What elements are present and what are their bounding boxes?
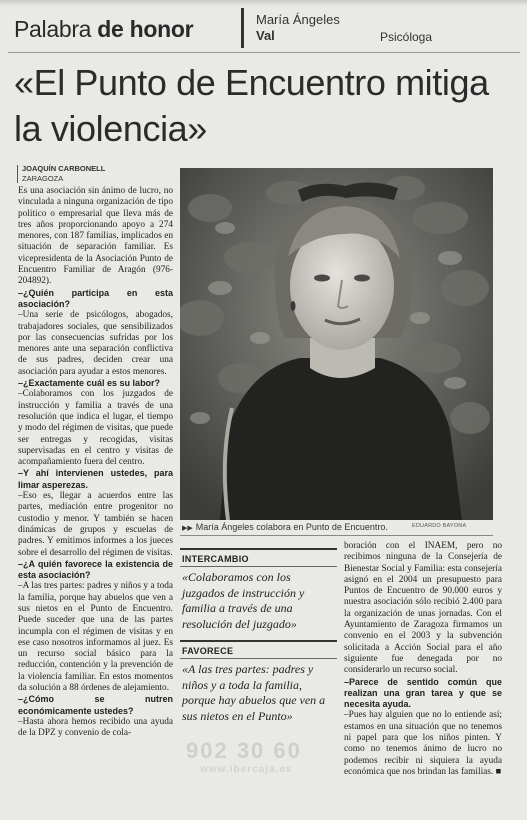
show-through-number: 902 30 60	[186, 738, 302, 763]
pullquote-text: «Colaboramos con los juzgados de instrucción y familia a través de una resolución del juzgado»	[182, 570, 305, 631]
portrait-photo	[180, 168, 493, 520]
byline-place: ZARAGOZA	[22, 174, 64, 183]
section-divider	[241, 8, 244, 48]
section-title	[14, 16, 193, 43]
interviewee-last-name: Val	[256, 28, 275, 43]
pullquote-label: INTERCAMBIO	[182, 554, 249, 564]
answer: –Colaboramos con los juzgados de instrucción y familia a través de una resolución que indica el lugar, el tiempo y modo del régimen de visitas, que puede ser entregas y recogidas, visitas supervisadas en el centro y visitas de acompañamiento fuera del centro.	[18, 389, 173, 468]
question: –Y ahí intervienen ustedes, para limar asperezas.	[18, 468, 173, 490]
caption-text: María Ángeles colabora en Punto de Encuentro.	[195, 522, 388, 532]
box-rule-mid	[180, 566, 337, 567]
portrait-illustration	[180, 168, 493, 520]
end-of-article-icon: ■	[495, 766, 502, 777]
interviewee-role: Psicóloga	[380, 30, 433, 44]
answer-text: –Pues hay alguien que no lo entiende así; estamos en una situación que no tenemos ni papel para que los niños pinten. Y como no tenemos ánimo de lucro no podemos recibir ni siquiera la ayuda económica que nos brindan las familias.	[344, 710, 502, 777]
photo-credit: EDUARDO BAYONA	[412, 523, 467, 529]
question: –¿Exactamente cuál es su labor?	[18, 378, 161, 389]
header-rule	[8, 52, 520, 53]
answer: boración con el INAEM, pero no recibimos ninguna de la Consejería de Bienestar Social y Familia: esta consejería asignó en el 2004 un presupuesto para Puntos de Encuentro de 90.000 euros y nuestra asociación sólo recibió 2.400 para la organización de unas jornadas. Con el Ayuntamiento de Zaragoza firmamos un convenio en el 2003 y la subvención solicitada a Acción Social para el año siguiente fue denegada por no considerarlo un recurso social.	[344, 541, 502, 676]
question: –¿Quién participa en esta asociación?	[18, 287, 173, 309]
article-left-column	[18, 186, 173, 740]
answer: –A las tres partes: padres y niños y a toda la familia, porque hay abuelos que ven a sus nietos en el Punto de Encuentro. Puede suceder que una de las partes incumpla con el régimen de visitas y en ese caso nosotros informamos al juez. Es un recurso social básico para la reducción, contención y la prevención de la violencia familiar. En estos momentos da solución a 88 órdenes de alejamiento.	[18, 581, 173, 694]
question: –¿A quién favorece la existencia de esta asociación?	[18, 558, 173, 581]
pullquote-label: FAVORECE	[182, 646, 234, 656]
byline	[22, 164, 105, 184]
question: –¿Cómo se nutren económicamente ustedes?	[18, 694, 173, 716]
box-rule-mid	[180, 658, 337, 659]
intro-paragraph: Es una asociación sin ánimo de lucro, no vinculada a ninguna organización de tipo político o empresarial que lleva más de tres años proporcionando apoyo a 274 menores, con 187 familias, implicados en situación de separación familiar. Es vicepresidenta de la Asociación Punto de Encuentro Familiar de Aragón (976-204892).	[18, 186, 173, 287]
interviewee-name	[256, 12, 340, 44]
headline: «El Punto de Encuentro mitiga la violencia»	[14, 62, 489, 149]
photo-caption	[182, 522, 388, 532]
section-header	[0, 0, 527, 52]
byline-author: JOAQUÍN CARBONELL	[22, 164, 106, 173]
answer: –Una serie de psicólogos, abogados, trabajadores sociales, que sensibilizados por las consecuencias sufridas por los menores ante una separación conflictiva de sus padres, deciden crear una asociación para ayudar a estos menores.	[18, 310, 173, 377]
section-title-bold: de honor	[97, 16, 194, 42]
box-rule-top	[180, 640, 337, 642]
question: –Parece de sentido común que realizan una gran tarea y que se necesita ayuda.	[344, 676, 502, 710]
show-through-web: www.ibercaja.es	[200, 764, 293, 775]
answer: –Eso es, llegar a acuerdos entre las partes, mediación entre progenitor no custodio y menor. Y también se hacen dinámicas de grupos y escuelas de padres. Y emitimos informes a los jueces sobre el desarrollo del régimen de visitas.	[18, 491, 173, 558]
interviewee-first-name: María Ángeles	[256, 12, 340, 27]
section-title-regular: Palabra	[14, 16, 98, 42]
article-right-column	[344, 541, 502, 778]
answer	[344, 710, 502, 778]
caption-rule	[180, 535, 493, 536]
byline-rule	[17, 165, 18, 183]
answer: –Hasta ahora hemos recibido una ayuda de la DPZ y convenio de cola-	[18, 716, 173, 739]
caption-arrow-icon: ▶▶	[182, 525, 193, 532]
pullquote-text: «A las tres partes: padres y niños y a toda la familia, porque hay abuelos que ven a sus nietos en el Punto»	[182, 662, 326, 723]
box-rule-top	[180, 548, 337, 550]
